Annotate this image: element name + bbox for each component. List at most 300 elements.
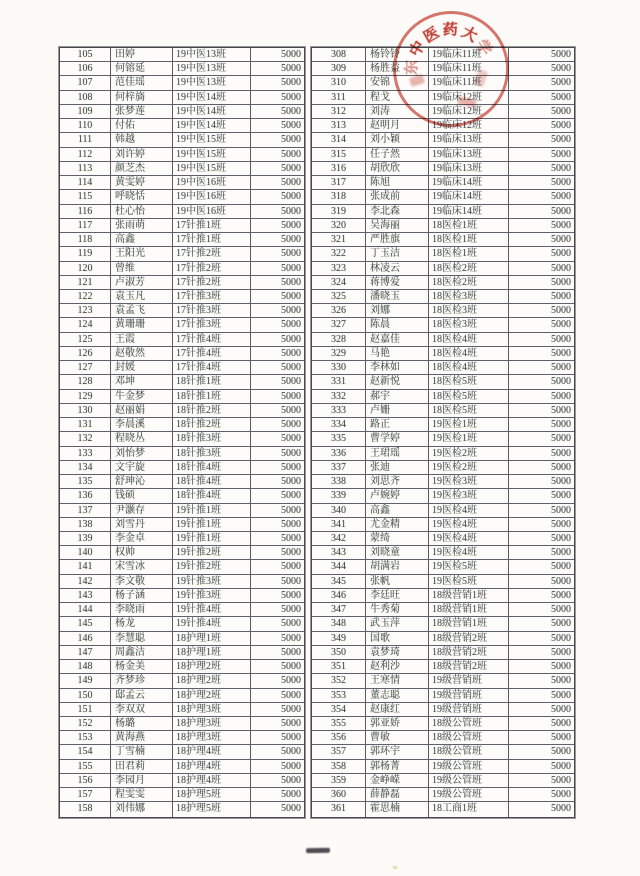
table-row xyxy=(60,689,304,703)
cell-amount: 5000 xyxy=(508,617,574,630)
table-row xyxy=(312,162,574,176)
cell-serial-number: 124 xyxy=(77,319,93,331)
cell-amount: 5000 xyxy=(508,703,574,716)
cell-student-name: 吴海丽 xyxy=(365,219,428,232)
table-row xyxy=(312,233,574,247)
cell-student-name: 舒珅沁 xyxy=(110,475,172,488)
cell-class-name: 19中医14班 xyxy=(172,105,250,118)
table-row xyxy=(312,489,574,503)
cell-student-name: 李园月 xyxy=(110,774,172,787)
cell-student-name: 刘许婷 xyxy=(110,148,172,161)
cell-class-name: 19临床14班 xyxy=(428,190,508,203)
table-row xyxy=(60,133,304,147)
cell-class-name: 17针推2班 xyxy=(172,276,250,289)
cell-student-name: 李文敬 xyxy=(110,575,172,588)
cell-serial-number: 137 xyxy=(77,504,93,516)
cell-student-name: 刘娜 xyxy=(365,304,428,317)
cell-student-name: 郭亚娇 xyxy=(365,717,428,730)
cell-amount: 5000 xyxy=(250,190,304,203)
table-row xyxy=(312,745,574,759)
cell-student-name: 齐梦珍 xyxy=(110,674,172,687)
cell-student-name: 李晨溪 xyxy=(110,418,172,431)
cell-amount: 5000 xyxy=(508,518,574,531)
cell-amount: 5000 xyxy=(250,404,304,417)
cell-amount: 5000 xyxy=(508,802,574,816)
cell-student-name: 胡满岩 xyxy=(365,560,428,573)
stipend-roster-tables xyxy=(58,46,576,819)
cell-student-name: 程戈 xyxy=(365,91,428,104)
table-row xyxy=(60,745,304,759)
cell-class-name: 18工商1班 xyxy=(428,802,508,816)
cell-amount: 5000 xyxy=(508,774,574,787)
table-row xyxy=(312,703,574,717)
cell-serial-number: 146 xyxy=(77,632,93,644)
cell-serial-number: 351 xyxy=(331,661,346,673)
cell-class-name: 19针推1班 xyxy=(172,504,250,517)
cell-serial-number: 338 xyxy=(331,476,346,488)
cell-amount: 5000 xyxy=(250,575,304,588)
cell-serial-number: 324 xyxy=(331,276,346,288)
cell-amount: 5000 xyxy=(508,219,574,232)
cell-serial-number: 320 xyxy=(331,219,346,231)
cell-amount: 5000 xyxy=(250,589,304,602)
table-row xyxy=(312,589,574,603)
cell-amount: 5000 xyxy=(250,646,304,659)
cell-serial-number: 318 xyxy=(331,191,346,203)
table-row xyxy=(312,262,574,276)
table-row xyxy=(60,432,304,446)
cell-serial-number: 119 xyxy=(77,248,93,260)
cell-student-name: 程雯雯 xyxy=(110,788,172,801)
cell-student-name: 丁玉洁 xyxy=(365,247,428,260)
cell-serial-number: 323 xyxy=(331,262,346,274)
cell-serial-number: 149 xyxy=(77,675,93,687)
cell-student-name: 张梦莲 xyxy=(110,105,172,118)
cell-class-name: 19级营销班 xyxy=(428,703,508,716)
cell-student-name: 卢婉婷 xyxy=(365,489,428,502)
table-row xyxy=(312,532,574,546)
cell-student-name: 尹灏存 xyxy=(110,504,172,517)
cell-class-name: 18针推4班 xyxy=(172,489,250,502)
table-row xyxy=(60,774,304,788)
table-row xyxy=(60,404,304,418)
cell-student-name: 卢姗 xyxy=(365,404,428,417)
cell-student-name: 杨龙 xyxy=(110,617,172,630)
stamp-arc-character: 中 xyxy=(407,38,429,60)
cell-class-name: 19中医13班 xyxy=(172,48,250,61)
cell-amount: 5000 xyxy=(508,589,574,602)
cell-student-name: 刘涛 xyxy=(365,105,428,118)
cell-class-name: 19医检4班 xyxy=(428,504,508,517)
cell-student-name: 胡欣欣 xyxy=(365,162,428,175)
cell-amount: 5000 xyxy=(250,802,304,816)
cell-class-name: 18护理3班 xyxy=(172,731,250,744)
cell-class-name: 19针推3班 xyxy=(172,589,250,602)
cell-amount: 5000 xyxy=(508,318,574,331)
cell-class-name: 18针推4班 xyxy=(172,461,250,474)
cell-amount: 5000 xyxy=(250,62,304,75)
cell-class-name: 19临床13班 xyxy=(428,162,508,175)
cell-amount: 5000 xyxy=(250,119,304,132)
cell-class-name: 18针推2班 xyxy=(172,418,250,431)
cell-serial-number: 315 xyxy=(331,148,346,160)
cell-student-name: 杨璐 xyxy=(110,717,172,730)
cell-serial-number: 335 xyxy=(331,433,346,445)
cell-student-name: 卢淑芳 xyxy=(110,276,172,289)
table-row xyxy=(312,404,574,418)
cell-student-name: 曹学婷 xyxy=(365,432,428,445)
cell-amount: 5000 xyxy=(250,276,304,289)
cell-class-name: 18医检3班 xyxy=(428,318,508,331)
cell-serial-number: 135 xyxy=(77,476,93,488)
table-row xyxy=(312,59,574,76)
cell-serial-number: 340 xyxy=(331,504,346,516)
cell-amount: 5000 xyxy=(508,333,574,346)
cell-student-name: 张帆 xyxy=(365,575,428,588)
cell-amount: 5000 xyxy=(508,62,574,75)
cell-amount: 5000 xyxy=(250,560,304,573)
table-row xyxy=(312,105,574,119)
cell-serial-number: 125 xyxy=(77,333,93,345)
cell-amount: 5000 xyxy=(250,105,304,118)
cell-class-name: 18医检2班 xyxy=(428,262,508,275)
cell-class-name: 19针推4班 xyxy=(172,603,250,616)
cell-amount: 5000 xyxy=(508,447,574,460)
cell-amount: 5000 xyxy=(508,404,574,417)
table-row xyxy=(60,176,304,190)
cell-student-name: 赵丽娟 xyxy=(110,404,172,417)
cell-class-name: 19临床13班 xyxy=(428,148,508,161)
cell-student-name: 马艳 xyxy=(365,347,428,360)
cell-student-name: 刘怡梦 xyxy=(110,447,172,460)
cell-class-name: 18级营销2班 xyxy=(428,660,508,673)
cell-class-name: 19中医14班 xyxy=(172,91,250,104)
cell-class-name: 18护理5班 xyxy=(172,788,250,801)
cell-class-name: 18针推2班 xyxy=(172,404,250,417)
table-row xyxy=(60,731,304,745)
cell-amount: 5000 xyxy=(250,91,304,104)
cell-serial-number: 129 xyxy=(77,390,93,402)
cell-amount: 5000 xyxy=(508,176,574,189)
cell-student-name: 周鑫洁 xyxy=(110,646,172,659)
cell-student-name: 丁雪楠 xyxy=(110,745,172,758)
cell-serial-number: 134 xyxy=(77,461,93,473)
cell-serial-number: 331 xyxy=(331,376,346,388)
cell-serial-number: 344 xyxy=(331,561,346,573)
cell-amount: 5000 xyxy=(250,632,304,645)
cell-class-name: 18医检1班 xyxy=(428,219,508,232)
cell-class-name: 19针推1班 xyxy=(172,518,250,531)
cell-amount: 5000 xyxy=(250,532,304,545)
cell-amount: 5000 xyxy=(508,475,574,488)
cell-serial-number: 330 xyxy=(331,362,346,374)
cell-serial-number: 348 xyxy=(331,618,346,630)
cell-class-name: 18医检4班 xyxy=(428,361,508,374)
cell-serial-number: 130 xyxy=(77,404,93,416)
cell-serial-number: 131 xyxy=(77,419,93,431)
table-row xyxy=(312,689,574,703)
cell-amount: 5000 xyxy=(250,760,304,773)
cell-class-name: 19医检1班 xyxy=(428,432,508,445)
table-row xyxy=(60,205,304,219)
cell-serial-number: 321 xyxy=(331,234,346,246)
cell-student-name: 霍思楠 xyxy=(365,802,428,816)
cell-student-name: 李晓雨 xyxy=(110,603,172,616)
cell-student-name: 杨胜益 xyxy=(365,62,428,75)
cell-amount: 5000 xyxy=(508,162,574,175)
cell-class-name: 18级营销1班 xyxy=(428,617,508,630)
cell-class-name: 19针推2班 xyxy=(172,546,250,559)
cell-class-name: 19级公管班 xyxy=(428,760,508,773)
cell-class-name: 19临床11班 xyxy=(428,62,508,75)
table-row xyxy=(312,276,574,290)
table-row xyxy=(312,176,574,190)
cell-class-name: 19临床14班 xyxy=(428,205,508,218)
cell-student-name: 刘思齐 xyxy=(365,475,428,488)
cell-class-name: 18护理2班 xyxy=(172,674,250,687)
cell-class-name: 19临床12班 xyxy=(428,91,508,104)
cell-serial-number: 151 xyxy=(77,703,93,715)
cell-student-name: 高鑫 xyxy=(110,233,172,246)
table-row xyxy=(312,361,574,375)
cell-student-name: 袁玉凡 xyxy=(110,290,172,303)
cell-student-name: 杨金美 xyxy=(110,660,172,673)
cell-serial-number: 148 xyxy=(77,661,93,673)
cell-serial-number: 111 xyxy=(77,134,93,146)
cell-student-name: 呼晓恬 xyxy=(110,190,172,203)
cell-class-name: 19中医15班 xyxy=(172,148,250,161)
cell-class-name: 18护理1班 xyxy=(172,646,250,659)
cell-serial-number: 140 xyxy=(77,547,93,559)
cell-student-name: 邸孟云 xyxy=(110,689,172,702)
cell-amount: 5000 xyxy=(250,689,304,702)
cell-serial-number: 147 xyxy=(77,646,93,658)
cell-amount: 5000 xyxy=(250,745,304,758)
cell-class-name: 19医检2班 xyxy=(428,447,508,460)
cell-amount: 5000 xyxy=(508,262,574,275)
cell-amount: 5000 xyxy=(250,347,304,360)
cell-student-name: 杨铃铃 xyxy=(365,48,428,61)
cell-amount: 5000 xyxy=(250,489,304,502)
table-row xyxy=(60,62,304,76)
table-row xyxy=(60,802,304,816)
cell-serial-number: 133 xyxy=(77,447,93,459)
stamp-arc-character: 药 xyxy=(442,22,458,39)
cell-class-name: 17针推3班 xyxy=(172,304,250,317)
cell-class-name: 19临床12班 xyxy=(428,119,508,132)
cell-serial-number: 150 xyxy=(77,689,93,701)
cell-student-name: 牛金梦 xyxy=(110,390,172,403)
table-row xyxy=(312,48,574,62)
cell-student-name: 王霞 xyxy=(110,333,172,346)
cell-amount: 5000 xyxy=(508,76,574,89)
cell-amount: 5000 xyxy=(508,91,574,104)
cell-student-name: 赵嘉佳 xyxy=(365,333,428,346)
cell-amount: 5000 xyxy=(250,48,304,61)
table-row xyxy=(312,418,574,432)
table-row xyxy=(60,532,304,546)
cell-serial-number: 310 xyxy=(331,77,346,89)
stamp-arc-character: 学 xyxy=(472,37,495,59)
table-row xyxy=(312,119,574,133)
cell-serial-number: 332 xyxy=(331,390,346,402)
cell-class-name: 18护理3班 xyxy=(172,703,250,716)
cell-serial-number: 337 xyxy=(331,461,346,473)
cell-amount: 5000 xyxy=(508,489,574,502)
cell-amount: 5000 xyxy=(508,532,574,545)
stamp-arc-character: 东 xyxy=(404,59,421,76)
cell-amount: 5000 xyxy=(250,162,304,175)
cell-amount: 5000 xyxy=(508,646,574,659)
cell-serial-number: 158 xyxy=(77,803,93,815)
table-row xyxy=(60,276,304,290)
cell-student-name: 何镕延 xyxy=(110,62,172,75)
cell-student-name: 林凌云 xyxy=(365,262,428,275)
cell-serial-number: 313 xyxy=(331,120,346,132)
cell-class-name: 19级营销班 xyxy=(428,674,508,687)
cell-serial-number: 325 xyxy=(331,290,346,302)
scan-noise-dot xyxy=(393,866,397,869)
cell-student-name: 文宇旋 xyxy=(110,461,172,474)
cell-student-name: 蒙绮 xyxy=(365,532,428,545)
cell-class-name: 19中医15班 xyxy=(172,162,250,175)
cell-serial-number: 145 xyxy=(77,618,93,630)
cell-class-name: 18级公管班 xyxy=(428,745,508,758)
cell-class-name: 18针推3班 xyxy=(172,432,250,445)
table-row xyxy=(312,617,574,631)
table-row xyxy=(60,461,304,475)
cell-student-name: 薛静磊 xyxy=(365,788,428,801)
table-row xyxy=(312,632,574,646)
cell-class-name: 19级公管班 xyxy=(428,788,508,801)
cell-serial-number: 121 xyxy=(77,276,93,288)
cell-class-name: 18针推4班 xyxy=(172,475,250,488)
table-row xyxy=(312,774,574,788)
cell-serial-number: 144 xyxy=(77,604,93,616)
table-row xyxy=(312,646,574,660)
cell-class-name: 18医检2班 xyxy=(428,276,508,289)
table-row xyxy=(60,788,304,802)
cell-serial-number: 311 xyxy=(331,91,346,103)
table-row xyxy=(312,788,574,802)
cell-class-name: 18护理4班 xyxy=(172,774,250,787)
cell-amount: 5000 xyxy=(250,390,304,403)
cell-serial-number: 333 xyxy=(331,404,346,416)
cell-class-name: 18针推3班 xyxy=(172,447,250,460)
cell-serial-number: 316 xyxy=(331,162,346,174)
cell-amount: 5000 xyxy=(508,418,574,431)
cell-student-name: 颜芝杰 xyxy=(110,162,172,175)
table-row xyxy=(312,375,574,389)
cell-class-name: 19医检4班 xyxy=(428,518,508,531)
table-row xyxy=(60,91,304,105)
cell-amount: 5000 xyxy=(250,219,304,232)
cell-student-name: 黄海燕 xyxy=(110,731,172,744)
cell-student-name: 钱硕 xyxy=(110,489,172,502)
cell-class-name: 17针推3班 xyxy=(172,290,250,303)
cell-student-name: 袁梦琦 xyxy=(365,646,428,659)
cell-student-name: 张迪 xyxy=(365,461,428,474)
cell-serial-number: 358 xyxy=(331,760,346,772)
table-row xyxy=(312,674,574,688)
table-row xyxy=(312,560,574,574)
cell-amount: 5000 xyxy=(250,731,304,744)
table-row xyxy=(312,717,574,731)
cell-class-name: 18级公管班 xyxy=(428,717,508,730)
table-row xyxy=(60,475,304,489)
cell-student-name: 李双双 xyxy=(110,703,172,716)
cell-serial-number: 115 xyxy=(77,191,93,203)
table-row xyxy=(60,119,304,133)
table-row xyxy=(312,333,574,347)
table-row xyxy=(312,432,574,446)
cell-amount: 5000 xyxy=(508,48,574,61)
cell-class-name: 19针推3班 xyxy=(172,575,250,588)
cell-serial-number: 110 xyxy=(77,120,93,132)
cell-class-name: 18护理5班 xyxy=(172,802,250,816)
table-row xyxy=(312,190,574,204)
cell-amount: 5000 xyxy=(250,617,304,630)
cell-serial-number: 107 xyxy=(77,77,93,89)
cell-amount: 5000 xyxy=(508,304,574,317)
cell-amount: 5000 xyxy=(250,76,304,89)
cell-class-name: 18级营销1班 xyxy=(428,589,508,602)
cell-amount: 5000 xyxy=(508,375,574,388)
cell-amount: 5000 xyxy=(508,205,574,218)
cell-student-name: 付佑 xyxy=(110,119,172,132)
table-row xyxy=(60,760,304,774)
table-row xyxy=(60,504,304,518)
cell-serial-number: 108 xyxy=(77,91,93,103)
cell-student-name: 尤金精 xyxy=(365,518,428,531)
table-row xyxy=(60,375,304,389)
cell-student-name: 王珺瑶 xyxy=(365,447,428,460)
cell-serial-number: 308 xyxy=(331,49,346,60)
cell-class-name: 19中医16班 xyxy=(172,176,250,189)
cell-student-name: 潘晓玉 xyxy=(365,290,428,303)
cell-class-name: 17针推4班 xyxy=(172,333,250,346)
cell-amount: 5000 xyxy=(250,318,304,331)
cell-serial-number: 342 xyxy=(331,532,346,544)
cell-serial-number: 356 xyxy=(331,732,346,744)
cell-amount: 5000 xyxy=(508,788,574,801)
table-row xyxy=(60,162,304,176)
cell-amount: 5000 xyxy=(250,148,304,161)
cell-class-name: 18医检1班 xyxy=(428,233,508,246)
cell-amount: 5000 xyxy=(508,546,574,559)
left-table xyxy=(59,47,305,818)
table-row xyxy=(312,802,574,816)
cell-class-name: 18医检3班 xyxy=(428,304,508,317)
cell-class-name: 19中医14班 xyxy=(172,119,250,132)
cell-amount: 5000 xyxy=(508,745,574,758)
cell-class-name: 18护理1班 xyxy=(172,632,250,645)
cell-class-name: 17针推1班 xyxy=(172,233,250,246)
cell-serial-number: 153 xyxy=(77,732,93,744)
table-row xyxy=(60,390,304,404)
cell-student-name: 曹敏 xyxy=(365,731,428,744)
cell-student-name: 杜心怡 xyxy=(110,205,172,218)
cell-serial-number: 132 xyxy=(77,433,93,445)
cell-amount: 5000 xyxy=(508,575,574,588)
cell-serial-number: 122 xyxy=(77,290,93,302)
table-row xyxy=(312,475,574,489)
cell-amount: 5000 xyxy=(508,717,574,730)
cell-student-name: 王阳光 xyxy=(110,247,172,260)
cell-serial-number: 113 xyxy=(77,162,93,174)
cell-amount: 5000 xyxy=(508,731,574,744)
table-row xyxy=(60,575,304,589)
